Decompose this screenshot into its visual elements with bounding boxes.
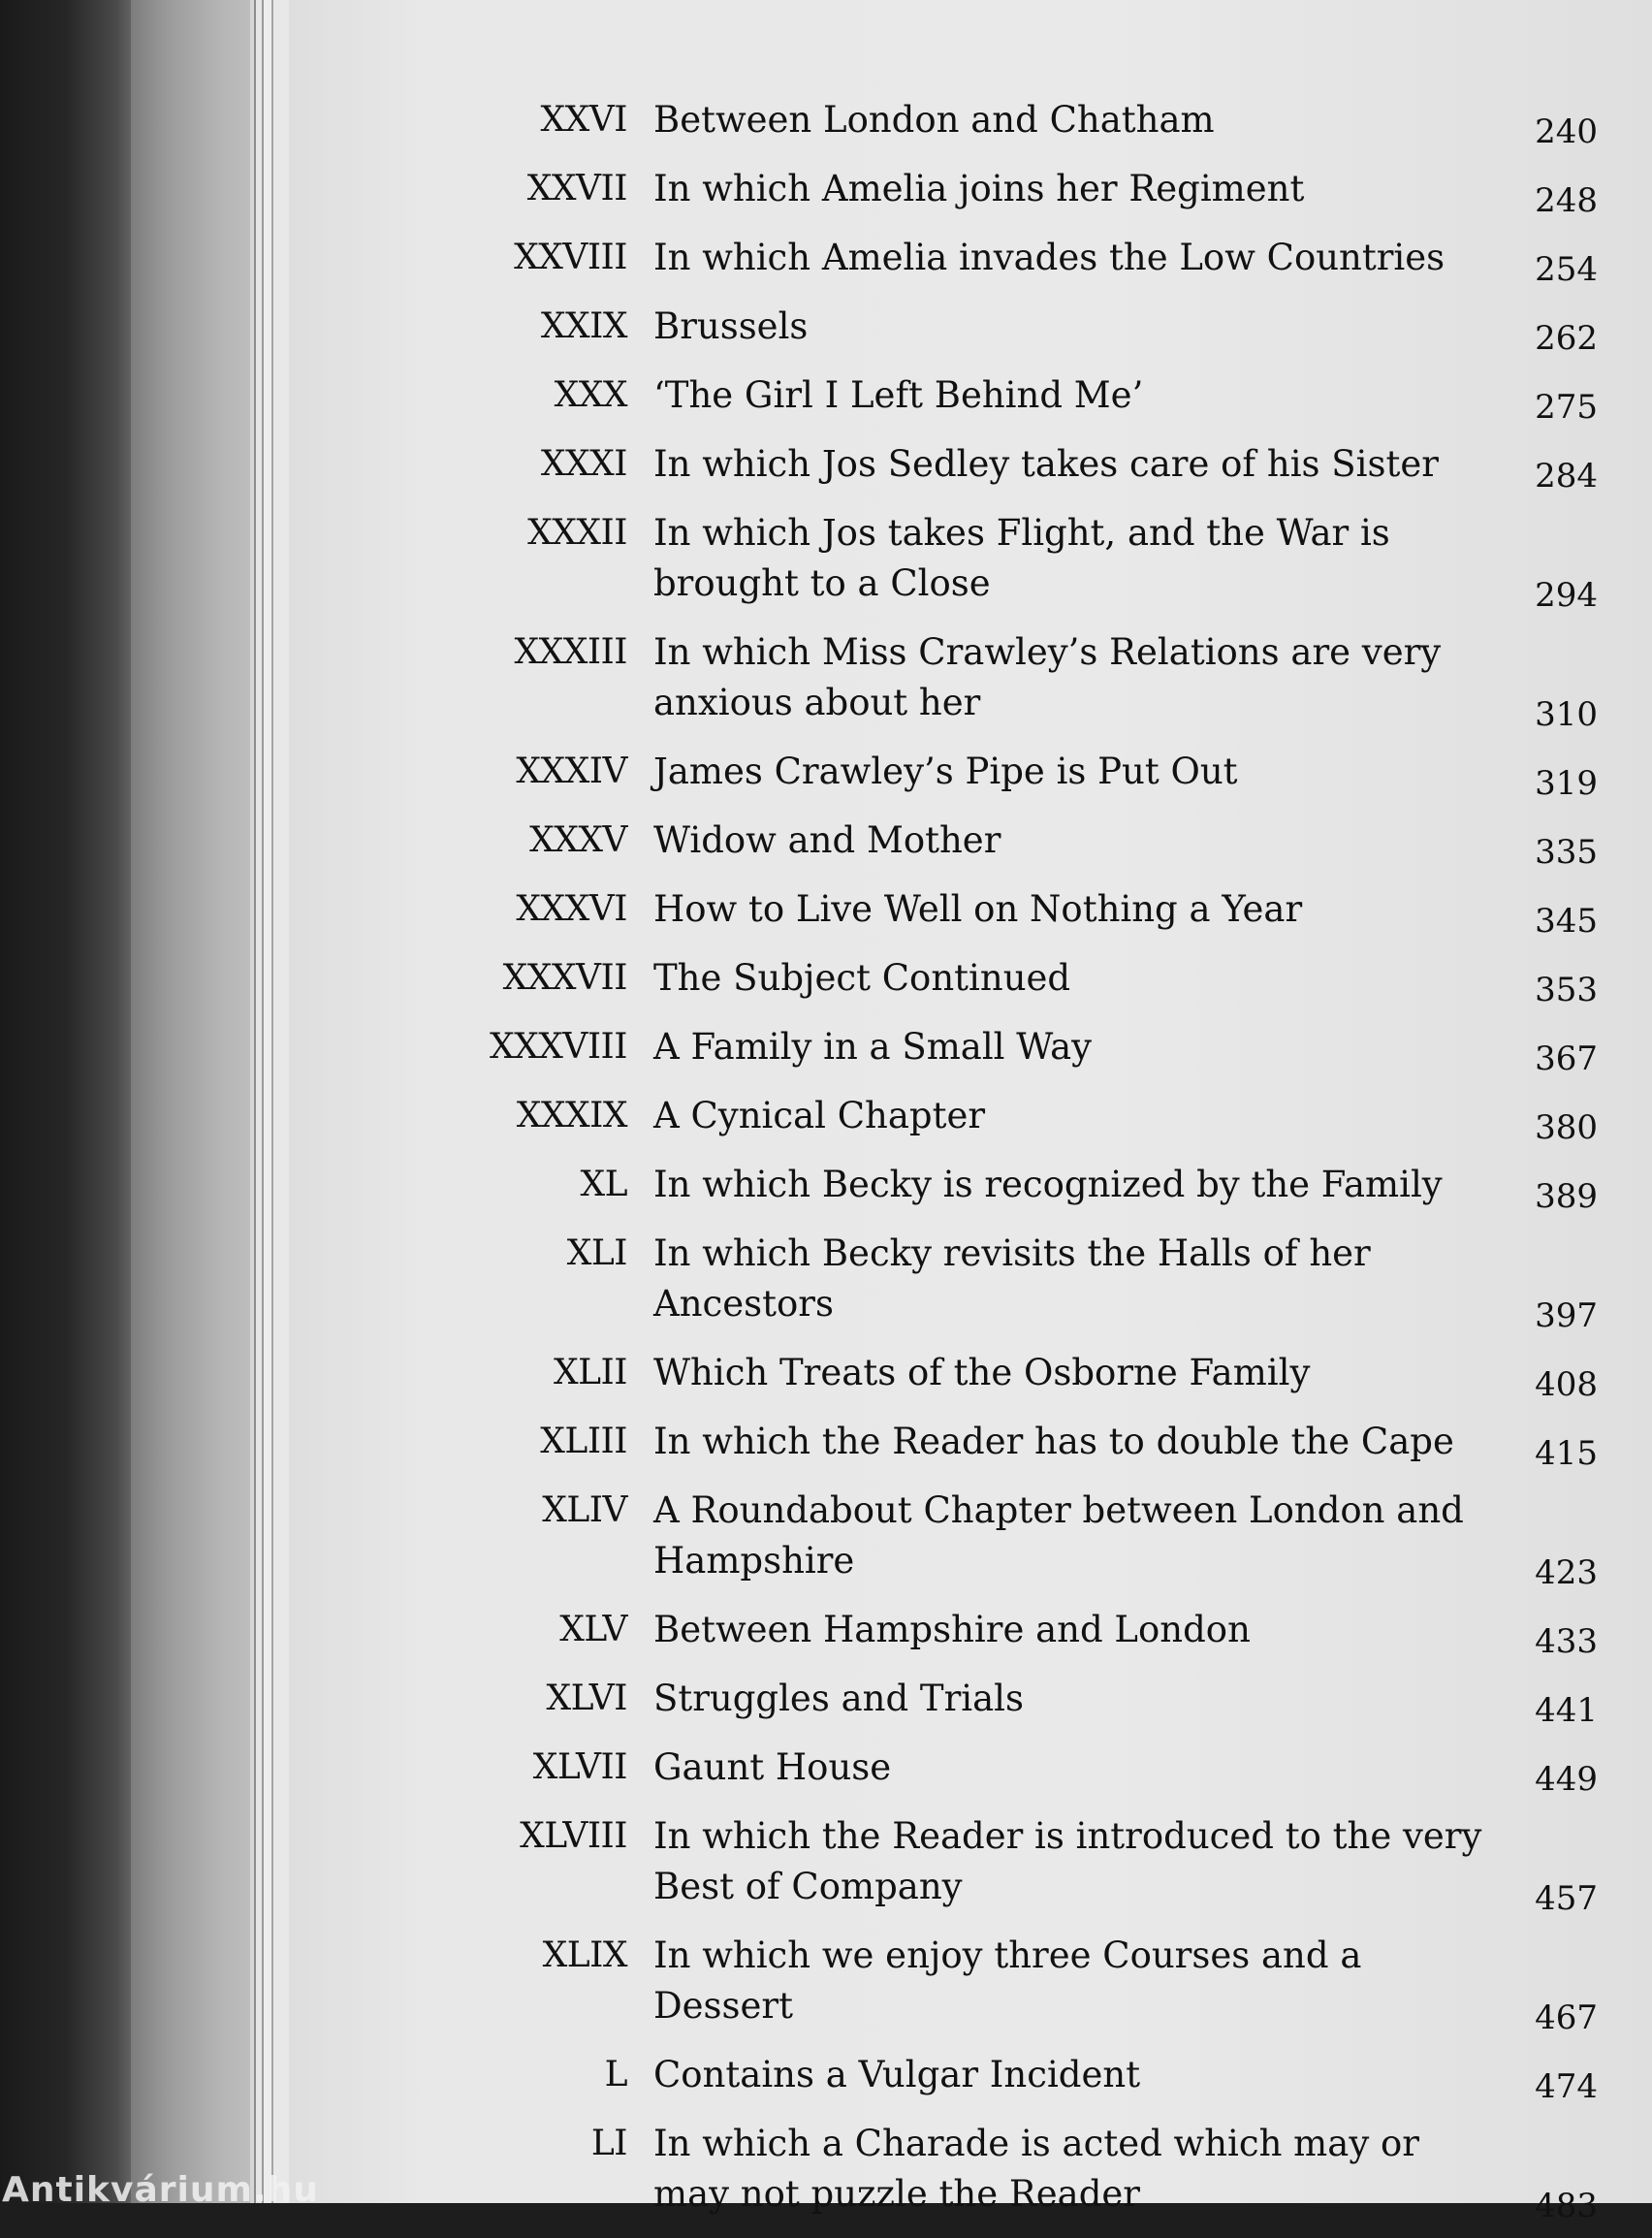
chapter-title: Which Treats of the Osborne Family	[653, 1352, 1311, 1393]
toc-entry	[427, 747, 1619, 803]
chapter-title: In which Miss Crawley’s Relations are very anxious about her	[653, 631, 1442, 723]
page-number: 262	[1535, 319, 1598, 358]
page-number: 248	[1535, 181, 1598, 220]
toc-entry	[427, 1091, 1619, 1147]
toc-entry	[427, 2050, 1619, 2106]
page-number: 423	[1535, 1553, 1598, 1592]
chapter-title: Between Hampshire and London	[653, 1609, 1251, 1650]
page-number: 389	[1535, 1177, 1598, 1216]
chapter-number: XLVIII	[520, 1816, 627, 1856]
chapter-title: The Subject Continued	[653, 957, 1071, 999]
chapter-title: In which Becky revisits the Halls of her Ancestors	[653, 1232, 1371, 1325]
toc-entry	[427, 1674, 1619, 1730]
page-number: 275	[1535, 388, 1598, 427]
chapter-number: XLV	[559, 1610, 627, 1649]
toc-entry	[427, 815, 1619, 872]
page-number: 380	[1535, 1108, 1598, 1147]
chapter-number: XXVII	[526, 169, 627, 208]
chapter-title: Gaunt House	[653, 1746, 892, 1788]
watermark: Antikvárium.hu	[2, 2170, 319, 2210]
chapter-number: XXX	[554, 375, 627, 415]
toc-entry	[427, 1742, 1619, 1799]
chapter-number: XXVIII	[514, 238, 627, 277]
page-number: 449	[1535, 1760, 1598, 1799]
page-number: 474	[1535, 2067, 1598, 2106]
page-edge	[131, 0, 262, 2203]
chapter-title: A Roundabout Chapter between London and Hampshire	[653, 1489, 1464, 1582]
chapter-number: XXXV	[529, 820, 627, 860]
toc-entry	[427, 1160, 1619, 1216]
toc-entry	[427, 1417, 1619, 1473]
chapter-title: In which the Reader has to double the Cape	[653, 1421, 1454, 1462]
toc-entry	[427, 233, 1619, 289]
toc-entry	[427, 164, 1619, 220]
page-number: 254	[1535, 250, 1598, 289]
page-number: 319	[1535, 764, 1598, 803]
page-number: 467	[1535, 1998, 1598, 2037]
toc-entry	[427, 2119, 1619, 2225]
toc-entry	[427, 884, 1619, 941]
chapter-title: In which a Charade is acted which may or may not puzzle the Reader	[653, 2123, 1419, 2215]
chapter-number: XXXIV	[516, 751, 627, 791]
toc-entry	[427, 1486, 1619, 1592]
chapter-title: In which Jos takes Flight, and the War is brought to a Close	[653, 512, 1390, 604]
toc-entry	[427, 1931, 1619, 2037]
chapter-title: ‘The Girl I Left Behind Me’	[653, 374, 1144, 416]
chapter-number: XXXVI	[516, 889, 627, 929]
page-number: 408	[1535, 1365, 1598, 1404]
page-number: 397	[1535, 1296, 1598, 1335]
toc-entry	[427, 1348, 1619, 1404]
page-number: 310	[1535, 695, 1598, 734]
chapter-title: A Family in a Small Way	[653, 1026, 1093, 1068]
toc-entry	[427, 302, 1619, 358]
chapter-number: XXXII	[527, 513, 627, 553]
chapter-number: XXIX	[540, 306, 627, 346]
page-number: 294	[1535, 576, 1598, 615]
chapter-title: In which Becky is recognized by the Family	[653, 1164, 1443, 1205]
chapter-number: XLIII	[540, 1422, 627, 1461]
chapter-number: XL	[580, 1165, 627, 1204]
chapter-title: Widow and Mother	[653, 819, 1001, 861]
toc-entry	[427, 95, 1619, 151]
chapter-title: In which Amelia invades the Low Countries	[653, 237, 1446, 278]
toc-entry	[427, 1229, 1619, 1335]
chapter-number: XLIV	[542, 1490, 627, 1530]
page-number: 284	[1535, 457, 1598, 496]
chapter-title: A Cynical Chapter	[653, 1095, 986, 1136]
page-number: 433	[1535, 1622, 1598, 1661]
toc-entry	[427, 370, 1619, 427]
book-binding	[250, 0, 289, 2203]
chapter-number: XLII	[554, 1353, 627, 1392]
page-number: 367	[1535, 1039, 1598, 1078]
table-of-contents	[427, 95, 1619, 2238]
page-number: 353	[1535, 971, 1598, 1009]
toc-entry	[427, 439, 1619, 496]
chapter-title: Brussels	[653, 305, 809, 347]
toc-entry	[427, 627, 1619, 734]
chapter-title: In which Jos Sedley takes care of his Sister	[653, 443, 1439, 485]
chapter-title: In which the Reader is introduced to the very Best of Company	[653, 1815, 1482, 1907]
page-number: 415	[1535, 1434, 1598, 1473]
toc-entry	[427, 1022, 1619, 1078]
chapter-number: XXXVII	[502, 958, 627, 998]
chapter-title: How to Live Well on Nothing a Year	[653, 888, 1303, 930]
toc-entry	[427, 1811, 1619, 1918]
page-number: 345	[1535, 902, 1598, 941]
chapter-title: Contains a Vulgar Incident	[653, 2054, 1141, 2095]
chapter-number: XXXIII	[514, 632, 627, 672]
chapter-number: XXXVIII	[489, 1027, 627, 1067]
chapter-title: James Crawley’s Pipe is Put Out	[653, 751, 1238, 792]
toc-entry	[427, 1605, 1619, 1661]
chapter-number: XXXIX	[516, 1096, 627, 1135]
page-number: 335	[1535, 833, 1598, 872]
chapter-title: Between London and Chatham	[653, 99, 1215, 141]
chapter-number: XXXI	[540, 444, 627, 484]
chapter-title: Struggles and Trials	[653, 1678, 1024, 1719]
page-number: 457	[1535, 1879, 1598, 1918]
toc-entry	[427, 953, 1619, 1009]
toc-entry	[427, 508, 1619, 615]
page-number: 483	[1535, 2187, 1598, 2225]
page-number: 240	[1535, 112, 1598, 151]
chapter-number: XLIX	[542, 1935, 627, 1975]
page-number: 441	[1535, 1691, 1598, 1730]
chapter-number: XLVII	[532, 1747, 627, 1787]
chapter-title: In which we enjoy three Courses and a Dessert	[653, 1934, 1362, 2027]
chapter-number: LI	[590, 2124, 627, 2163]
chapter-number: XLI	[566, 1233, 627, 1273]
chapter-number: XLVI	[546, 1678, 627, 1718]
book-shadow	[0, 0, 145, 2203]
chapter-number: XXVI	[540, 100, 627, 140]
chapter-number: L	[604, 2055, 627, 2094]
chapter-title: In which Amelia joins her Regiment	[653, 168, 1305, 209]
